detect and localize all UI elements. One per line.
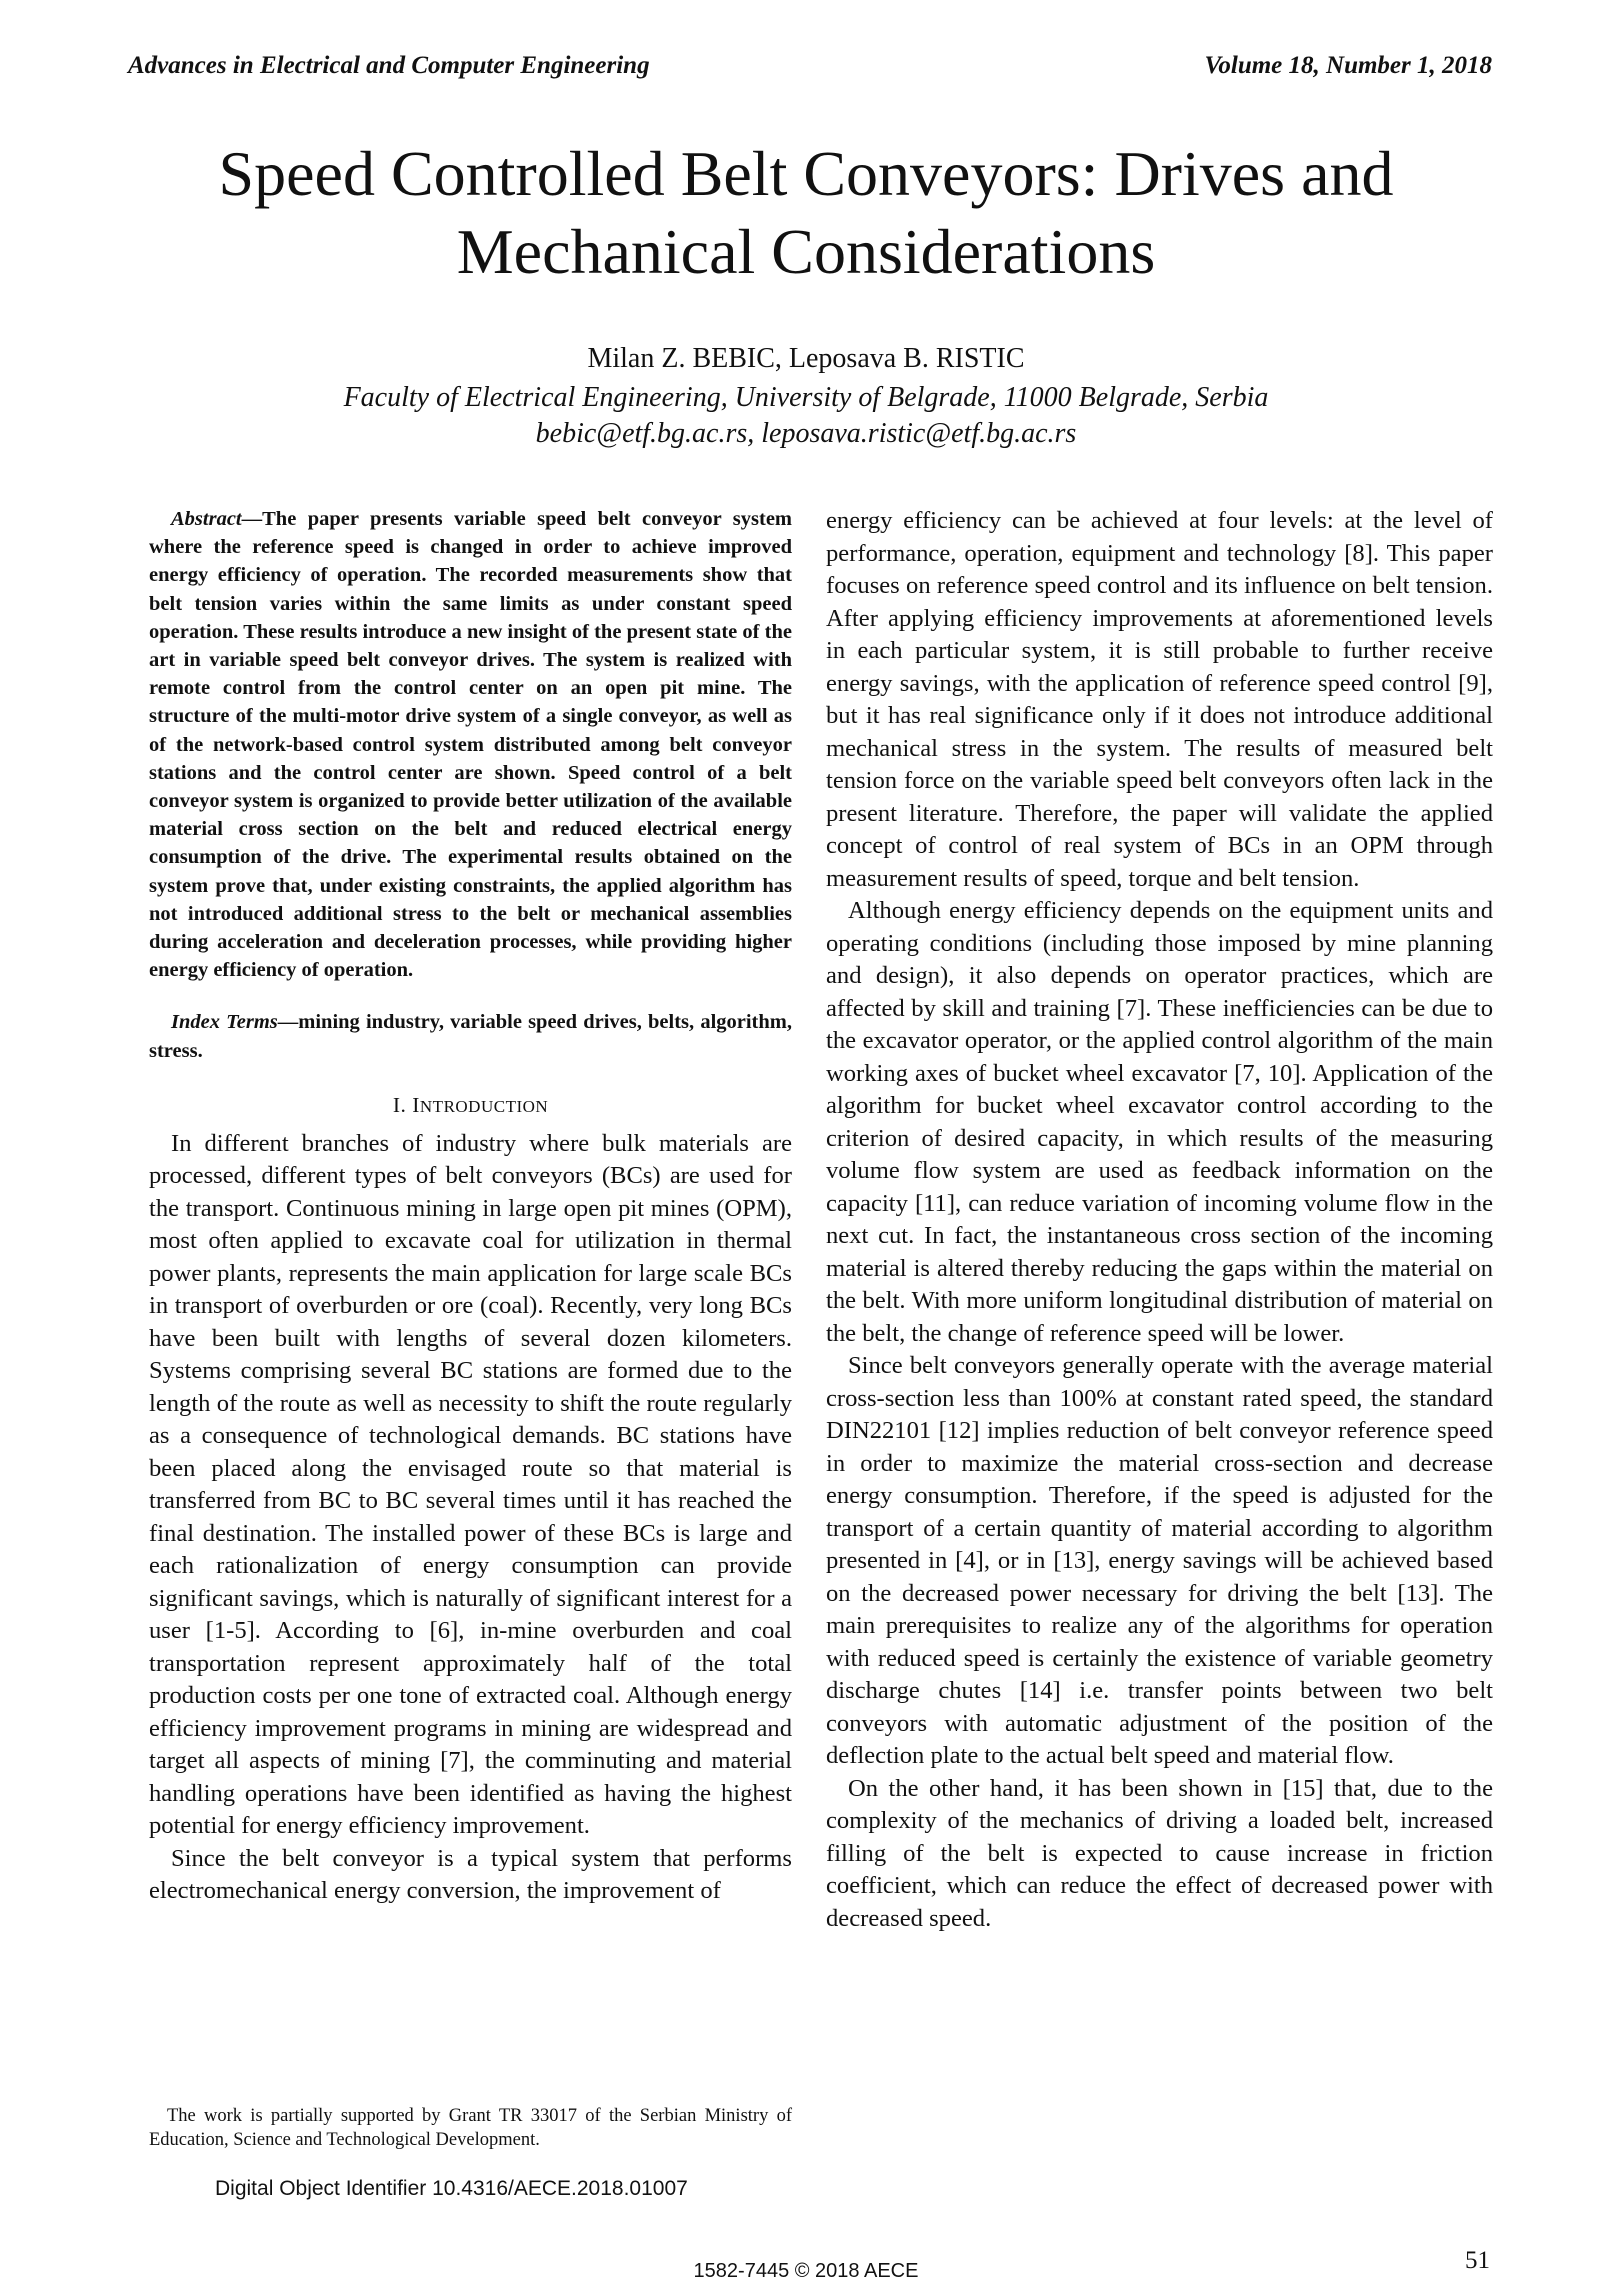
- paragraph: Since the belt conveyor is a typical system that performs electromechanical energy conversion, the improvement of: [149, 1844, 792, 1905]
- abstract-label: Abstract: [171, 508, 242, 530]
- emails: bebic@etf.bg.ac.rs, leposava.ristic@etf.bg.ac.rs: [535, 418, 1077, 449]
- index-terms-text: —mining industry, variable speed drives, belts, algorithm, stress.: [149, 1011, 792, 1062]
- volume-info: Volume 18, Number 1, 2018: [1204, 52, 1492, 79]
- paragraph: In different branches of industry where bulk materials are processed, different types of belt conveyors (BCs) are used for the transport. Continuous mining in large open pit mines (OPM), most often applied to excavate coal for utilization in thermal power plants, represents the main application for large scale BCs in transport of overburden or ore (coal). Recently, very long BCs have been built with lengths of several dozen kilometers. Systems comprising several BC stations are formed due to the length of the route as well as necessity to shift the route regularly as a consequence of technological demands. BC stations have been placed along the envisaged route so that material is transferred from BC to BC several times until it has reached the final destination. The installed power of these BCs is large and each rationalization of energy consumption can provide significant savings, which is naturally of significant interest for a user [1-5]. According to [6], in-mine overburden and coal transportation represent approximately half of the total production costs per one tone of extracted coal. Although energy efficiency improvement programs in mining are widespread and target all aspects of mining [7], the comminuting and material handling operations have been identified as having the highest potential for energy efficiency improvement.: [149, 1129, 792, 1840]
- abstract-text: —The paper presents variable speed belt conveyor system where the reference speed is changed in order to achieve improved energy efficiency of operation. The recorded measurements show that belt tension varies within the same limits as under constant speed operation. These results introduce a new insight of the present state of the art in variable speed belt conveyor drives. The system is realized with remote control from the control center on an open pit mine. The structure of the multi-motor drive system of a single conveyor, as well as of the network-based control system distributed among belt conveyor stations and the control center are shown. Speed control of a belt conveyor system is organized to provide better utilization of the available material cross section on the belt and reduced electrical energy consumption of the drive. The experimental results obtained on the system prove that, under existing constraints, the applied algorithm has not introduced additional stress to the belt or mechanical assemblies during acceleration and deceleration processes, while providing higher energy efficiency of operation.: [149, 508, 792, 982]
- section-heading-introduction: I. INTRODUCTION: [392, 1092, 549, 1117]
- paragraph: Although energy efficiency depends on the equipment units and operating conditions (including those imposed by mine planning and design), it also depends on operator practices, which are affected by skill and training [7]. These inefficiencies can be due to the excavator operator, or the applied control algorithm of the main working axes of bucket wheel excavator [7, 10]. Application of the algorithm for bucket wheel excavator control according to the criterion of desired capacity, in which results of the measuring volume flow system are used as feedback information on the capacity [11], can reduce variation of incoming volume flow in the next cut. In fact, the instantaneous cross section of the incoming material is altered thereby reducing the gaps within the material on the belt. With more uniform longitudinal distribution of material on the belt, the change of reference speed will be lower.: [826, 897, 1493, 1347]
- title-line-1: Speed Controlled Belt Conveyors: Drives and: [218, 138, 1394, 209]
- page-number: 51: [1465, 2247, 1490, 2274]
- journal-name: Advances in Electrical and Computer Engineering: [128, 52, 650, 79]
- paragraph: Since belt conveyors generally operate with the average material cross-section less than 100% at constant rated speed, the standard DIN22101 [12] implies reduction of belt conveyor reference speed in order to maximize the material cross-section and decrease energy consumption. Therefore, if the speed is adjusted for the transport of a certain quantity of material according to algorithm presented in [4], or in [13], energy savings will be achieved based on the decreased power necessary for driving the belt [13]. The main prerequisites to realize any of the algorithms for operation with reduced speed is certainly the existence of variable geometry discharge chutes [14] i.e. transfer points between two belt conveyors with automatic adjustment of the position of the deflection plate to the actual belt speed and material flow.: [826, 1352, 1493, 1769]
- funding-footnote: The work is partially supported by Grant TR 33017 of the Serbian Ministry of Education, Science and Technological Development.: [149, 2106, 792, 2150]
- paragraph: On the other hand, it has been shown in [15] that, due to the complexity of the mechanics of driving a loaded belt, increased filling of the belt is expected to cause increase in friction coefficient, which can reduce the effect of decreased power with decreased speed.: [826, 1774, 1493, 1932]
- left-column: [149, 505, 792, 1908]
- issn-copyright: 1582-7445 © 2018 AECE: [693, 2260, 919, 2282]
- paragraph: energy efficiency can be achieved at four levels: at the level of performance, operation, equipment and technology [8]. This paper focuses on reference speed control and its influence on belt tension. After applying efficiency improvements at aforementioned levels in each particular system, it is still probable to further receive energy savings, with the application of reference speed control [9], but it has real significance only if it does not introduce additional mechanical stress in the system. The results of measured belt tension force on the variable speed belt conveyors often lack in the present literature. Therefore, the paper will validate the applied concept of control of real system of BCs in an OPM through measurement results of speed, torque and belt tension.: [826, 507, 1493, 892]
- right-column: [826, 505, 1493, 1935]
- affiliation-block: [120, 380, 1492, 452]
- paper-title: [120, 135, 1492, 291]
- affiliation: Faculty of Electrical Engineering, University of Belgrade, 11000 Belgrade, Serbia: [343, 382, 1269, 413]
- authors: Milan Z. BEBIC, Leposava B. RISTIC: [587, 343, 1025, 374]
- doi: Digital Object Identifier 10.4316/AECE.2018.01007: [215, 2177, 688, 2200]
- abstract: [149, 505, 792, 984]
- index-terms: [149, 1008, 792, 1064]
- title-line-2: Mechanical Considerations: [456, 216, 1156, 287]
- index-terms-label: Index Terms: [171, 1011, 278, 1034]
